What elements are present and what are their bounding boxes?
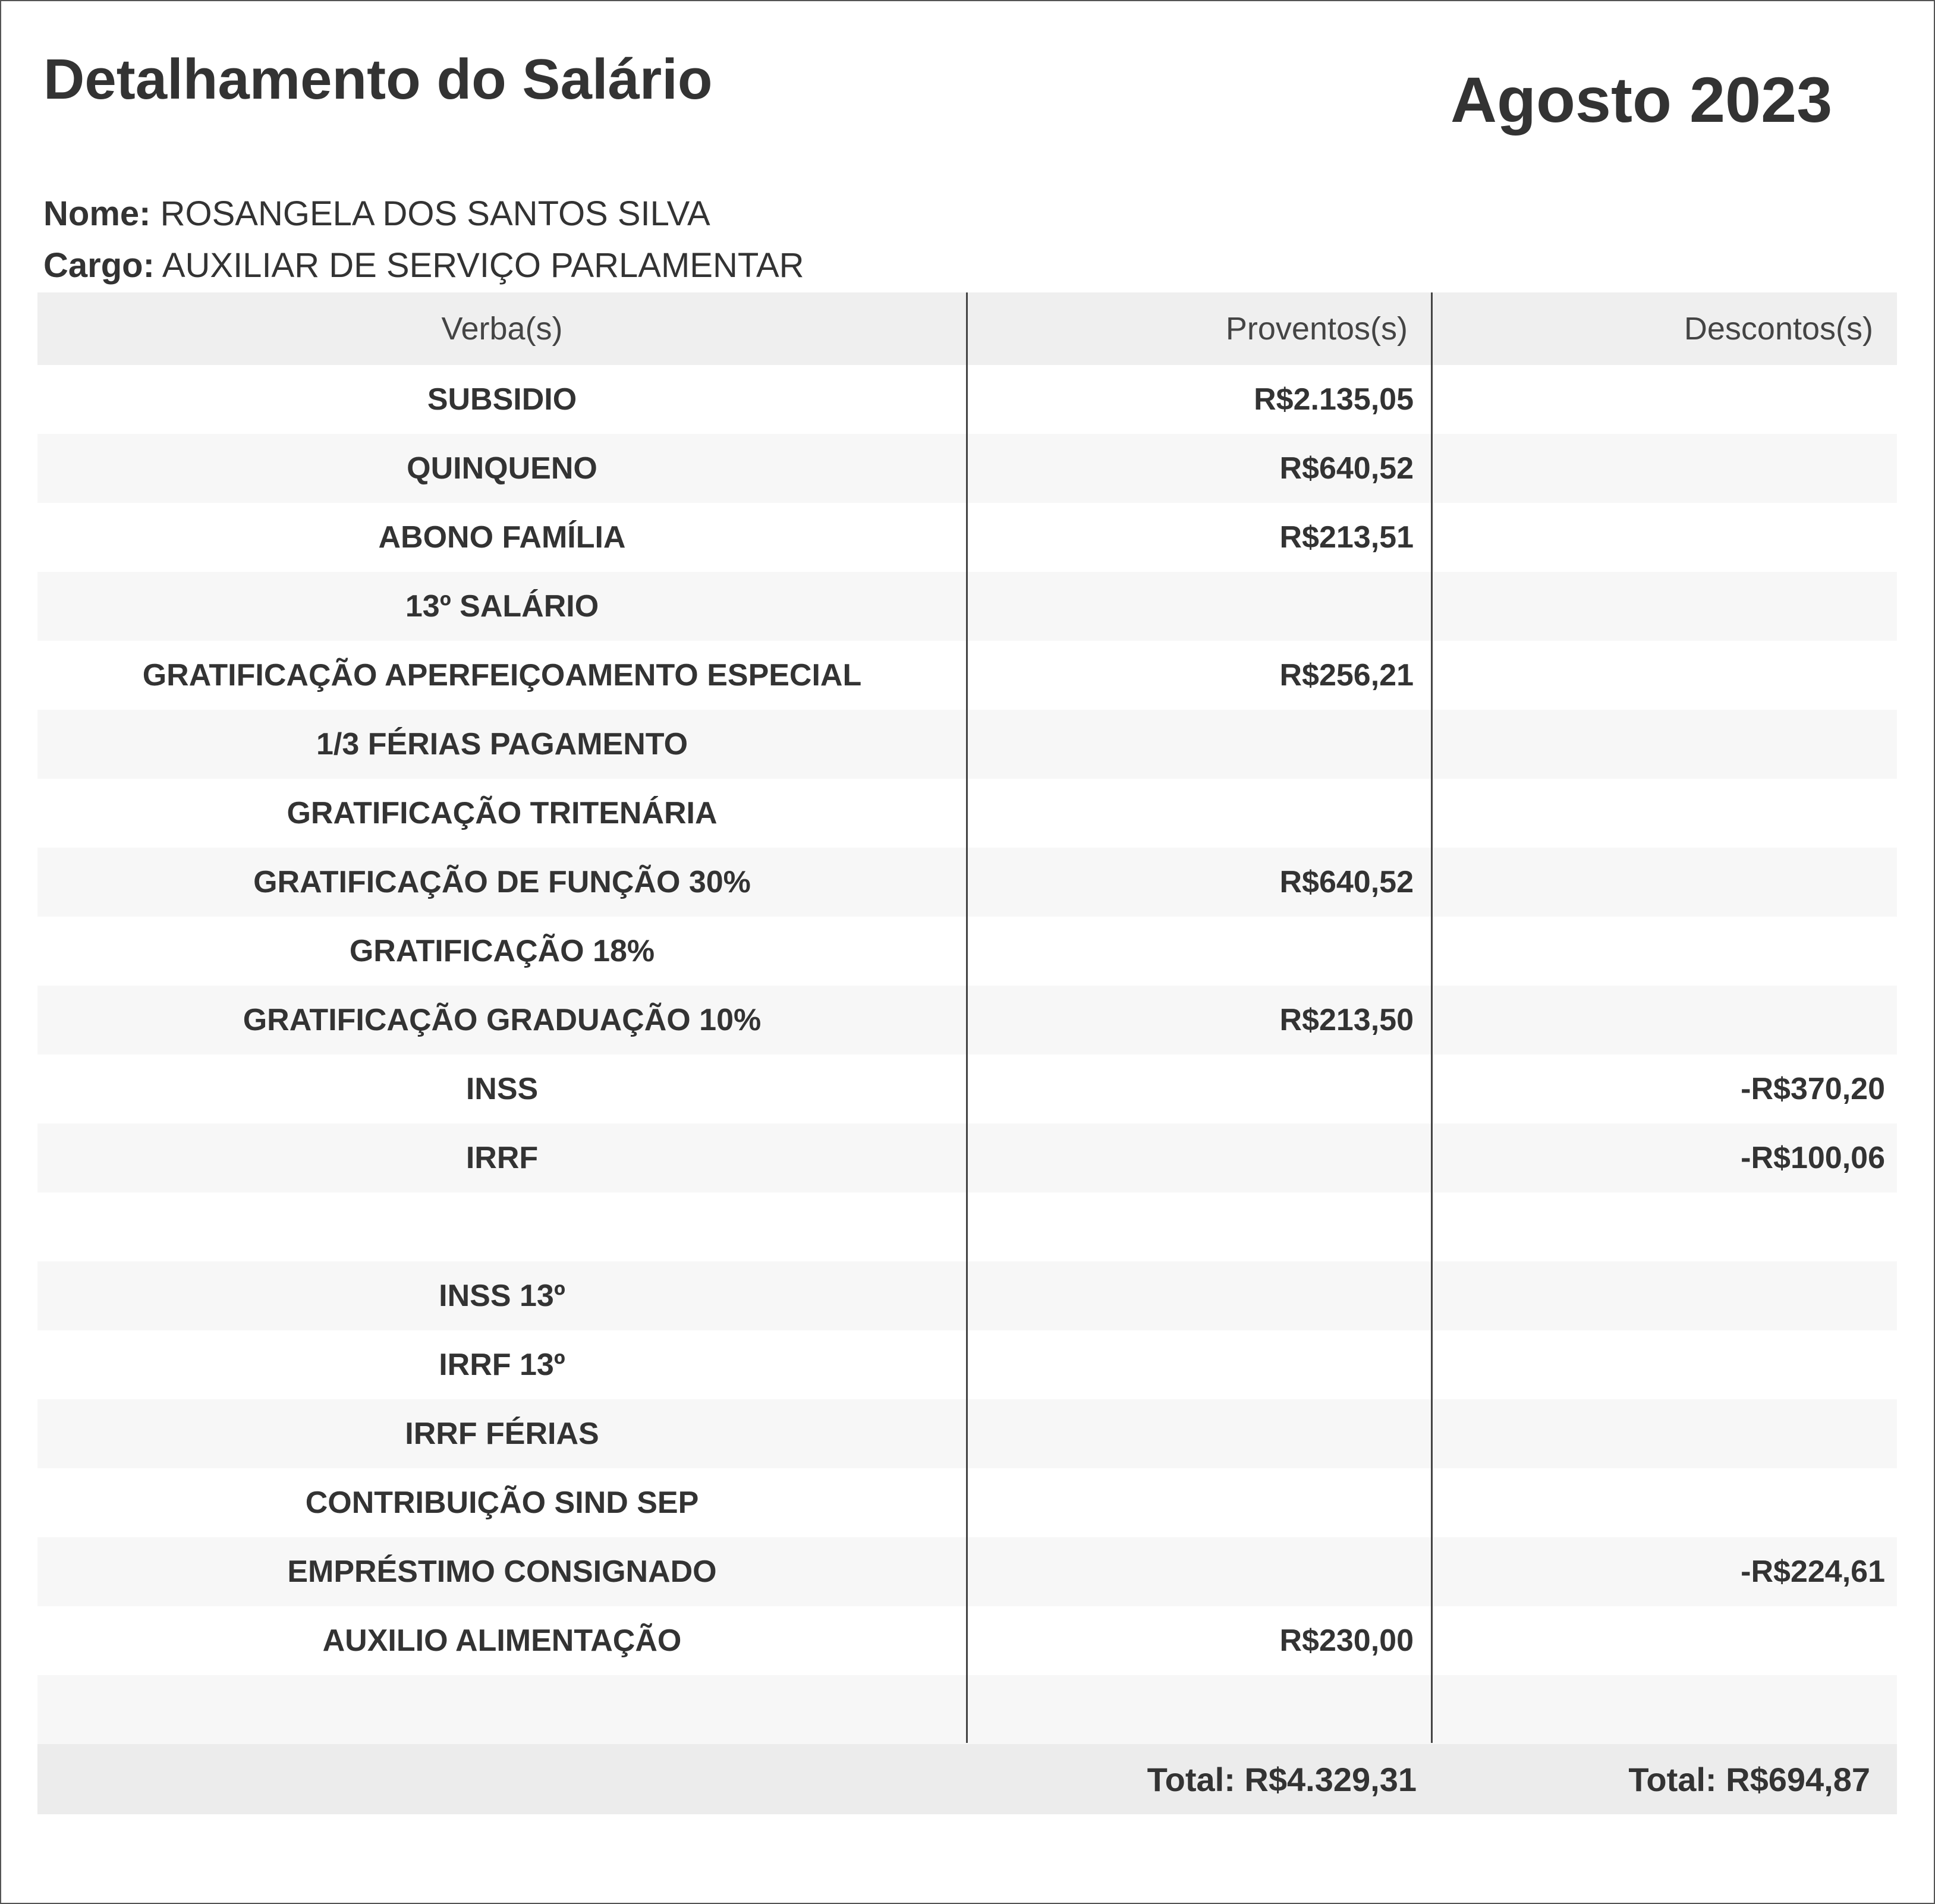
proventos-cell (967, 1468, 1431, 1537)
column-divider (1431, 292, 1433, 1743)
verba-cell: CONTRIBUIÇÃO SIND SEP (305, 1486, 699, 1520)
employee-name (43, 193, 710, 235)
proventos-cell: R$640,52 (1279, 865, 1414, 899)
proventos-cell (967, 1192, 1431, 1261)
verba-cell: GRATIFICAÇÃO APERFEIÇOAMENTO ESPECIAL (142, 658, 862, 693)
role-label: Cargo: (43, 246, 155, 285)
descontos-cell (1431, 641, 1897, 710)
header-proventos: Proventos(s) (1225, 311, 1408, 347)
proventos-cell (967, 1399, 1431, 1468)
proventos-cell: R$640,52 (1279, 451, 1414, 486)
descontos-cell: -R$100,06 (1741, 1141, 1885, 1175)
proventos-cell (967, 779, 1431, 848)
descontos-cell: -R$370,20 (1741, 1072, 1885, 1106)
verba-cell: GRATIFICAÇÃO TRITENÁRIA (287, 796, 718, 830)
descontos-cell (1431, 986, 1897, 1055)
proventos-cell (967, 1261, 1431, 1330)
descontos-cell (1431, 779, 1897, 848)
verba-cell: AUXILIO ALIMENTAÇÃO (322, 1623, 682, 1658)
proventos-cell: R$213,51 (1279, 520, 1414, 555)
descontos-cell (1431, 572, 1897, 641)
proventos-cell: R$2.135,05 (1254, 382, 1414, 417)
verba-cell: 1/3 FÉRIAS PAGAMENTO (316, 727, 688, 761)
descontos-cell (1431, 1675, 1897, 1744)
verba-cell (37, 1192, 967, 1261)
verba-cell: 13º SALÁRIO (405, 589, 599, 624)
descontos-cell: -R$224,61 (1741, 1554, 1885, 1589)
proventos-cell (967, 572, 1431, 641)
verba-cell: GRATIFICAÇÃO GRADUAÇÃO 10% (243, 1003, 762, 1037)
proventos-cell (967, 1330, 1431, 1399)
proventos-cell: R$230,00 (1279, 1623, 1414, 1658)
verba-cell: IRRF FÉRIAS (405, 1417, 599, 1451)
descontos-cell (1431, 1192, 1897, 1261)
verba-cell: SUBSIDIO (427, 382, 577, 417)
descontos-cell (1431, 1330, 1897, 1399)
name-label: Nome: (43, 194, 151, 233)
descontos-cell (1431, 710, 1897, 779)
verba-cell: INSS 13º (439, 1279, 565, 1313)
footer-verba (37, 1744, 967, 1814)
descontos-cell (1431, 434, 1897, 503)
employee-role (43, 245, 804, 287)
total-proventos: Total: R$4.329,31 (1147, 1760, 1417, 1798)
header-verba: Verba(s) (441, 311, 563, 347)
table-footer (37, 1744, 1897, 1814)
header-descontos: Descontos(s) (1684, 311, 1873, 347)
descontos-cell (1431, 848, 1897, 917)
name-value: ROSANGELA DOS SANTOS SILVA (160, 194, 710, 233)
proventos-cell: R$256,21 (1279, 658, 1414, 693)
descontos-cell (1431, 1468, 1897, 1537)
proventos-cell (967, 1123, 1431, 1192)
verba-cell: GRATIFICAÇÃO DE FUNÇÃO 30% (253, 865, 751, 899)
column-divider (966, 292, 968, 1743)
descontos-cell (1431, 1606, 1897, 1675)
proventos-cell (967, 710, 1431, 779)
verba-cell: IRRF (465, 1141, 539, 1175)
period-label: Agosto 2023 (1451, 64, 1833, 136)
page-title: Detalhamento do Salário (43, 48, 713, 111)
verba-cell: QUINQUENO (407, 451, 597, 486)
proventos-cell (967, 1055, 1431, 1123)
verba-cell: INSS (465, 1072, 539, 1106)
proventos-cell (967, 917, 1431, 986)
verba-cell (37, 1675, 967, 1744)
proventos-cell (967, 1537, 1431, 1606)
total-descontos: Total: R$694,87 (1628, 1760, 1870, 1798)
descontos-cell (1431, 1261, 1897, 1330)
verba-cell: EMPRÉSTIMO CONSIGNADO (287, 1554, 717, 1589)
verba-cell: GRATIFICAÇÃO 18% (349, 934, 655, 968)
descontos-cell (1431, 365, 1897, 434)
descontos-cell (1431, 503, 1897, 572)
proventos-cell (967, 1675, 1431, 1744)
descontos-cell (1431, 917, 1897, 986)
proventos-cell: R$213,50 (1279, 1003, 1414, 1037)
descontos-cell (1431, 1399, 1897, 1468)
role-value: AUXILIAR DE SERVIÇO PARLAMENTAR (162, 246, 804, 285)
verba-cell: IRRF 13º (439, 1348, 565, 1382)
verba-cell: ABONO FAMÍLIA (378, 520, 626, 555)
